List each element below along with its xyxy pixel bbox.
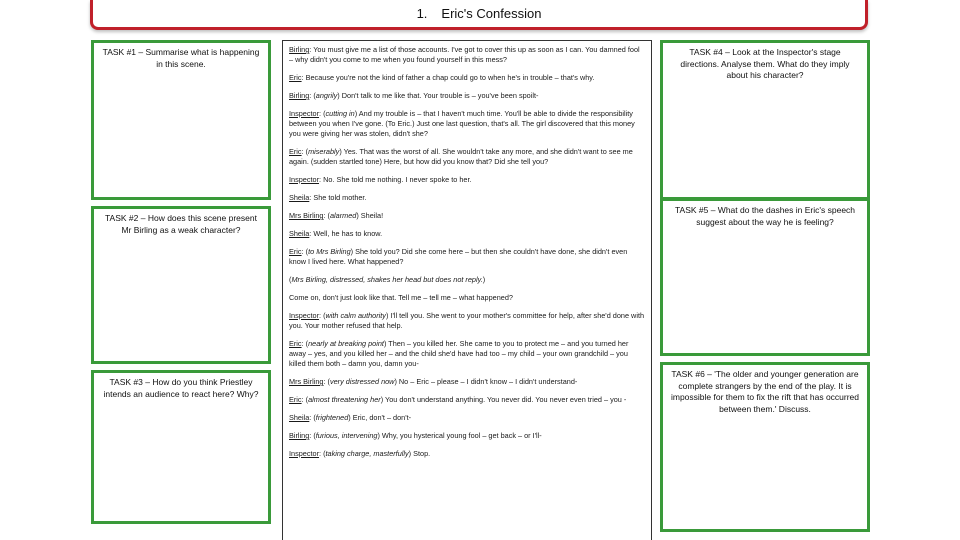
stage-direction: to Mrs Birling [308,247,351,256]
stage-direction: taking charge, masterfully [325,449,409,458]
dialogue-text: ) [482,275,486,284]
dialogue-text: ) Why, you hysterical young fool – get back – or I'll- [377,431,542,440]
speaker-name: Inspector [289,449,320,458]
direction-open: : ( [319,311,326,320]
speaker-name: Eric [289,147,302,156]
direction-open: : ( [301,339,309,348]
dialogue-text: : She told mother. [309,193,367,202]
stage-direction: miserably [308,147,340,156]
dialogue-text: : Well, he has to know. [309,229,383,238]
dialogue-text: : Because you're not the kind of father a chap could go to when he's in trouble – that's why. [301,73,595,82]
dialogue-text: ) No – Eric – please – I didn't know – I didn't understand- [394,377,578,386]
speaker-name: Birling [289,431,310,440]
dialogue-text: ) She told you? Did she come here – but then she couldn't have done, she didn't even know I lived here. What happened? [289,247,628,266]
stage-direction: frightened [315,413,349,422]
task-3-box [91,370,271,524]
task-2-text: TASK #2 – How does this scene present Mr Birling as a weak character? [105,213,257,235]
script-line [289,311,645,331]
script-line [289,45,645,65]
speaker-name: Sheila [289,413,310,422]
script-line [289,293,645,303]
task-4-box [660,40,870,200]
stage-direction: almost threatening her [308,395,381,404]
script-line [289,147,645,167]
dialogue-text: ) Then – you killed her. She came to you to protect me – and you turned her away – yes, and you killed her – and the child she'd have had too – my child – your own grandchild – you killed them both – damn you, damn you- [289,339,629,368]
dialogue-text: Come on, don't just look like that. Tell me – tell me – what happened? [289,293,513,302]
direction-open: : ( [323,211,330,220]
speaker-name: Mrs Birling [289,211,324,220]
task-3-text: TASK #3 – How do you think Priestley intends an audience to react here? Why? [103,377,259,399]
task-5-box [660,198,870,356]
stage-direction: Mrs Birling, distressed, shakes her head but does not reply. [291,275,483,284]
stage-direction: very distressed now [329,377,395,386]
direction-open: : ( [301,395,309,404]
direction-open: : ( [319,109,326,118]
task-6-box [660,362,870,532]
speaker-name: Inspector [289,175,320,184]
task-2-box [91,206,271,364]
script-line [289,73,645,83]
direction-open: : ( [309,431,316,440]
dialogue-text: ) I'll tell you. She went to your mother's committee for help, after she'd done with you. Your mother refused that help. [289,311,645,330]
speaker-name: Eric [289,395,302,404]
script-line [289,193,645,203]
play-extract [282,40,652,540]
direction-open: : ( [301,147,309,156]
task-1-text: TASK #1 – Summarise what is happening in this scene. [102,47,260,69]
task-5-text: TASK #5 – What do the dashes in Eric's speech suggest about the way he is feeling? [674,205,856,227]
task-6-text: TASK #6 – 'The older and younger generation are complete strangers by the end of the play. It is impossible for them to fix the rift that has occurred between them.' Discuss. [670,369,860,414]
dialogue-text: : You must give me a list of those accounts. I've got to cover this up as soon as I can. You damned fool – why didn't you come to me when you found yourself in this mess? [289,45,640,64]
speaker-name: Eric [289,73,302,82]
script-line [289,91,645,101]
dialogue-text: ) And my trouble is – that I haven't much time. You'll be able to divide the responsibility between you when I've gone. (To Eric.) Just one last question, that's all. The girl discovered that this money you were giving her was stolen, didn't she? [289,109,635,138]
task-4-text: TASK #4 – Look at the Inspector's stage directions. Analyse them. What do they imply about his character? [680,47,850,80]
speaker-name: Mrs Birling [289,377,324,386]
script-line [289,275,645,285]
title-number: 1. [416,6,428,21]
script-line [289,175,645,185]
stage-direction: furious, intervening [315,431,378,440]
stage-direction: with calm authority [325,311,386,320]
dialogue-text: ) Don't talk to me like that. Your trouble is – you've been spoilt- [337,91,539,100]
script-line [289,395,645,405]
title-text: Eric's Confession [441,6,542,21]
script-line [289,247,645,267]
script-line [289,211,645,221]
script-line [289,449,645,459]
stage-direction: cutting in [325,109,355,118]
script-line [289,431,645,441]
direction-open: : ( [323,377,330,386]
dialogue-text: ) You don't understand anything. You never did. You never even tried – you - [380,395,627,404]
script-line [289,377,645,387]
speaker-name: Birling [289,91,310,100]
direction-open: : ( [319,449,326,458]
direction-open: : ( [309,413,316,422]
dialogue-text: ) Yes. That was the worst of all. She wouldn't take any more, and she didn't want to see me again. (sudden startled tone) Here, but how did you know that? Did she tell you? [289,147,633,166]
stage-direction: nearly at breaking point [308,339,384,348]
direction-open: ( [289,275,292,284]
speaker-name: Birling [289,45,310,54]
speaker-name: Inspector [289,311,320,320]
dialogue-text: ) Sheila! [356,211,384,220]
dialogue-text: : No. She told me nothing. I never spoke to her. [319,175,472,184]
direction-open: : ( [301,247,309,256]
script-line [289,229,645,239]
dialogue-text: ) Stop. [408,449,431,458]
script-line [289,109,645,139]
slide-title [90,0,868,30]
stage-direction: angrily [315,91,338,100]
stage-direction: alarmed [329,211,357,220]
speaker-name: Eric [289,247,302,256]
task-1-box [91,40,271,200]
dialogue-text: ) Eric, don't – don't- [348,413,412,422]
speaker-name: Sheila [289,229,310,238]
speaker-name: Inspector [289,109,320,118]
speaker-name: Sheila [289,193,310,202]
speaker-name: Eric [289,339,302,348]
direction-open: : ( [309,91,316,100]
script-line [289,339,645,369]
script-line [289,413,645,423]
